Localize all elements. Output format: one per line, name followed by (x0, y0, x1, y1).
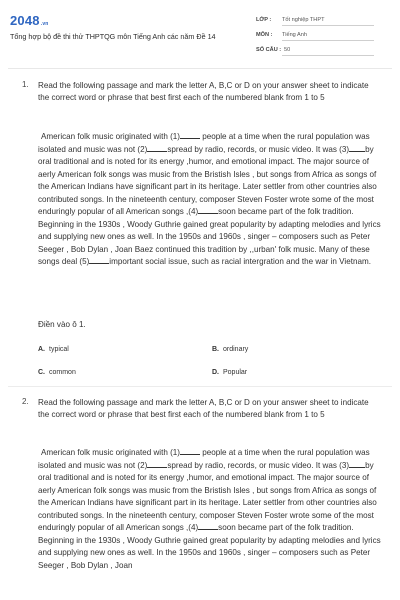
meta-class (256, 17, 376, 23)
question-instruction: Read the following passage and mark the letter A, B,C or D on your answer sheet to indicate the correct word or phrase that best first each of the numbered blank from 1 to 5 (38, 398, 369, 420)
meta-count (256, 47, 376, 53)
meta-count-value: 50 (284, 47, 291, 53)
meta-count-label: SỐ CÂU : (256, 47, 282, 53)
question-number: 1. (22, 80, 29, 89)
meta-class-label: LỚP : (256, 17, 272, 23)
passage-text: spread by radio, records, or music video. It was (3) (167, 144, 350, 154)
question-number: 2. (22, 397, 29, 406)
passage-text: soon became part of the folk tradition. Beginning in the 1930s , Woody Guthrie gained great popularity by adapting melodies and lyrics and supplying new ones as well. In the 1950s and 1960s , singer – composers such as Peter Seeger , Bob Dylan , Joan Baez continued this tradition by ,,urban' folk music. Many of these songs deal (5) (38, 207, 381, 266)
meta-subject (256, 32, 376, 38)
option-letter: C. (38, 369, 45, 376)
blank-3 (349, 144, 365, 152)
reading-passage (38, 131, 384, 269)
meta-subject-value: Tiếng Anh (282, 32, 307, 38)
blank-5 (89, 256, 109, 264)
site-logo[interactable] (10, 13, 49, 28)
option-b[interactable] (212, 346, 248, 353)
option-c[interactable] (38, 369, 76, 376)
option-letter: A. (38, 346, 45, 353)
blank-1 (180, 131, 200, 139)
page-header (0, 0, 400, 62)
document-title: Tổng hợp bộ đề thi thử THPTQG môn Tiếng Anh các năm Đề 14 (10, 32, 216, 41)
passage-text: soon became part of the folk tradition. Beginning in the 1930s , Woody Guthrie gained great popularity by adapting melodies and lyrics and supplying new ones as well. In the 1950s and 1960s , singer – composers such as Peter Seeger , Bob Dylan , Joan (38, 523, 381, 570)
blank-2 (147, 144, 167, 152)
blank-4 (198, 206, 218, 214)
header-divider (8, 68, 392, 69)
question-separator (8, 386, 392, 387)
option-text: common (49, 369, 76, 376)
passage-text: American folk music originated with (1) (41, 448, 180, 457)
blank-1 (180, 447, 200, 455)
meta-class-value: Tốt nghiệp THPT (282, 17, 325, 23)
passage-text: spread by radio, records, or music video. It was (3) (167, 460, 350, 470)
blank-3 (349, 460, 365, 468)
blank-4 (198, 522, 218, 530)
option-d[interactable] (212, 369, 247, 376)
passage-text: American folk music originated with (1) (41, 132, 180, 141)
passage-text: important social issue, such as racial intergration and the war in Vietnam. (109, 257, 371, 266)
meta-subject-label: MÔN : (256, 32, 273, 38)
question-instruction: Read the following passage and mark the letter A, B,C or D on your answer sheet to indicate the correct word or phrase that best first each of the numbered blank from 1 to 5 (38, 81, 369, 103)
passage-text: by oral traditional and is noted for its energy ,humor, and emotional impact. The major source of aerly American folk songs was music from the Bristish Isles , but songs from Africa as songs of the American Indians have significant part in its heritage. Later settler from other countries also contributed songs. In the nineteenth century, composer Steven Foster wrote some of the most enduringly popular of all American songs ,(4) (38, 144, 377, 216)
option-a[interactable] (38, 346, 69, 353)
passage-text: people at a time when the rural population was isolated and music was not (2) (38, 448, 370, 470)
meta-underline (282, 55, 374, 56)
option-text: typical (49, 346, 69, 353)
blank-2 (147, 460, 167, 468)
option-letter: B. (212, 346, 219, 353)
option-text: ordinary (223, 346, 249, 353)
passage-text: people at a time when the rural population was isolated and music was not (2) (38, 132, 370, 154)
option-text: Popular (223, 369, 248, 376)
passage-text: by oral traditional and is noted for its energy ,humor, and emotional impact. The major source of aerly American folk songs was music from the Bristish Isles , but songs from Africa as songs of the American Indians have significant part in its heritage. Later settler from other countries also contributed songs. In the nineteenth century, composer Steven Foster wrote some of the most enduringly popular of all American songs ,(4) (38, 460, 377, 532)
option-letter: D. (212, 369, 219, 376)
reading-passage (38, 447, 384, 572)
logo-suffix: .vn (40, 21, 49, 27)
meta-underline (282, 25, 374, 26)
logo-text: 2048 (10, 13, 40, 28)
question-prompt: Điền vào ô 1. (38, 320, 86, 329)
meta-underline (282, 40, 374, 41)
